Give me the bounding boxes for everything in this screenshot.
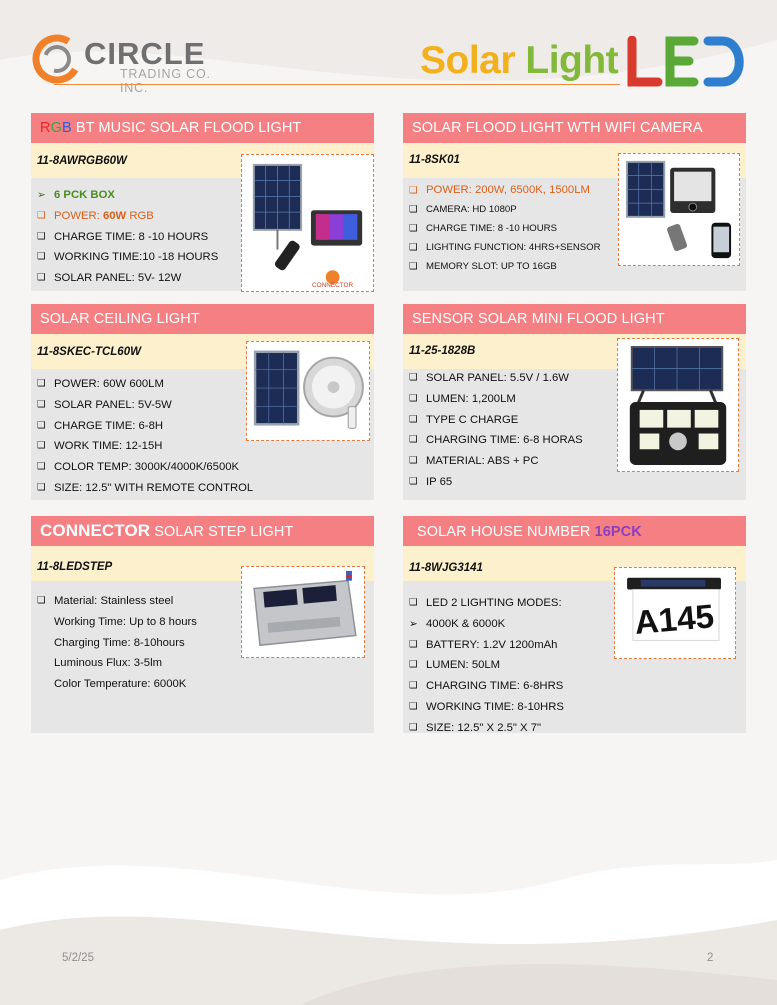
checkbox-bullet-icon: ❑ [409,434,418,446]
list-item: ❑ WORK TIME: 12-15H [37,436,374,457]
list-item: ❑ MATERIAL: ABS + PC [409,451,746,472]
list-item: ❑ WORKING TIME: 8-10HRS [409,697,746,718]
title-main: SOLAR HOUSE NUMBER [417,524,595,540]
product-code: 11-8LEDSTEP [31,546,374,581]
checkbox-bullet-icon: ❑ [409,372,418,383]
checkbox-bullet-icon: ❑ [37,272,46,284]
product-image [617,338,739,472]
list-item: ❑ IP 65 [409,472,746,493]
list-item: ❑ Material: Stainless steel [37,591,374,612]
list-item: ❑ SOLAR PANEL: 5V-5W [37,395,374,416]
arrow-bullet-icon: ➢ [37,189,46,201]
list-item: ❑ LUMEN: 1,200LM [409,389,746,410]
house-number-sign: A145 [633,598,716,642]
brand-light: Light [515,39,619,82]
list-item: ❑ TYPE C CHARGE [409,410,746,431]
checkbox-bullet-icon: ❑ [37,251,46,263]
list-item: ❑ POWER: 60W 600LM [37,374,374,395]
image-caption: CONNECTOR [312,282,354,290]
list-item: ➢ 4000K & 6000K [409,614,746,635]
product-image [241,566,365,658]
checkbox-bullet-icon: ❑ [37,419,46,431]
product-code: 11-25-1828B [403,334,746,369]
checkbox-bullet-icon: ❑ [37,461,46,473]
product-card-rgb-flood-light [31,113,374,291]
product-card-house-number [403,516,746,733]
footer-page-number: 2 [707,952,714,964]
circle-trading-logo [32,34,232,95]
product-code: 11-8SK01 [403,143,746,178]
product-card-sensor-mini-flood [403,304,746,500]
title-rest: SOLAR STEP LIGHT [150,524,294,540]
list-item: ❑ CHARGE TIME: 8 -10 HOURS [37,227,374,248]
list-item: ❑ LIGHTING FUNCTION: 4HRS+SENSOR [409,238,746,257]
list-item: Color Temperature: 6000K [54,678,187,691]
title-r: R [40,120,51,136]
checkbox-bullet-icon: ❑ [409,413,418,425]
brand-solar: Solar [420,39,516,82]
list-item: ➢ 6 PCK BOX [37,185,374,206]
product-card-step-light [31,516,374,733]
list-item: ❑ COLOR TEMP: 3000K/4000K/6500K [37,457,374,478]
checkbox-bullet-icon: ❑ [37,595,46,606]
checkbox-bullet-icon: ❑ [37,440,46,452]
product-image [614,567,736,659]
checkbox-bullet-icon: ❑ [37,398,46,410]
card-title [403,516,746,546]
product-image [246,341,370,441]
list-item: ❑ LED 2 LIGHTING MODES: [409,593,746,614]
list-item: Working Time: Up to 8 hours [54,615,197,628]
checkbox-bullet-icon: ❑ [37,378,46,389]
list-item: ❑ CAMERA: HD 1080P [409,200,746,219]
logo-subtitle: TRADING CO. INC. [120,67,211,95]
list-item: ❑ BATTERY: 1.2V 1200mAh [409,635,746,656]
checkbox-bullet-icon: ❑ [37,230,46,242]
product-image [241,154,374,292]
list-item: ❑ CHARGE TIME: 8 -10 HOURS [409,219,746,238]
circle-logo-icon [32,34,82,84]
checkbox-bullet-icon: ❑ [409,475,418,487]
list-item: ❑ CHARGE TIME: 6-8H [37,416,374,437]
list-item: ❑ POWER: 60W RGB [37,206,374,227]
title-g: G [50,120,62,136]
list-item: ❑ SIZE: 12.5" WITH REMOTE CONTROL [37,478,374,499]
checkbox-bullet-icon: ❑ [409,455,418,467]
list-item: ❑ SOLAR PANEL: 5V- 12W [37,268,374,289]
list-item: Charging Time: 8-10hours [54,636,185,649]
card-title [31,516,374,546]
card-title [31,113,374,143]
checkbox-bullet-icon: ❑ [37,481,46,493]
product-image [618,153,740,266]
list-item: ❑ CHARGING TIME: 6-8 HORAS [409,430,746,451]
list-item: ❑ WORKING TIME:10 -18 HOURS [37,247,374,268]
checkbox-bullet-icon: ❑ [409,597,418,608]
product-card-wifi-camera-light [403,113,746,291]
list-item: ❑ POWER: 200W, 6500K, 1500LM [409,181,746,200]
checkbox-bullet-icon: ❑ [409,392,418,404]
product-card-ceiling-light [31,304,374,500]
solar-light-brand [420,36,618,86]
product-code: 11-8SKEC-TCL60W [31,334,374,369]
list-item: ❑ MEMORY SLOT: UP TO 16GB [409,257,746,276]
list-item: ❑ CHARGING TIME: 6-8HRS [409,676,746,697]
checkbox-bullet-icon: ❑ [409,680,418,692]
list-item: ❑ SIZE: 12.5" X 2.5" X 7" [409,718,746,739]
title-accent: 16PCK [594,524,642,540]
checkbox-bullet-icon: ❑ [409,242,418,253]
checkbox-bullet-icon: ❑ [37,209,46,221]
card-title: SOLAR FLOOD LIGHT WTH WIFI CAMERA [403,113,746,143]
checkbox-bullet-icon: ❑ [409,261,418,272]
card-title: SOLAR CEILING LIGHT [31,304,374,334]
checkbox-bullet-icon: ❑ [409,204,418,215]
checkbox-bullet-icon: ❑ [409,185,418,196]
arrow-bullet-icon: ➢ [409,617,418,630]
checkbox-bullet-icon: ❑ [409,700,418,712]
product-code: 11-8WJG3141 [403,546,746,581]
led-logo-icon [626,36,750,88]
title-brand: CONNECTOR [40,521,151,540]
footer-date: 5/2/25 [62,952,94,964]
list-item: ❑ SOLAR PANEL: 5.5V / 1.6W [409,368,746,389]
list-item: Luminous Flux: 3-5lm [54,657,162,670]
checkbox-bullet-icon: ❑ [409,659,418,671]
checkbox-bullet-icon: ❑ [409,638,418,650]
card-title: SENSOR SOLAR MINI FLOOD LIGHT [403,304,746,334]
product-code: 11-8AWRGB60W [31,143,374,178]
checkbox-bullet-icon: ❑ [409,721,418,733]
checkbox-bullet-icon: ❑ [409,223,418,234]
title-b: B [61,120,72,136]
logo-wordmark: CIRCLE [84,36,206,71]
title-rest: BT MUSIC SOLAR FLOOD LIGHT [71,120,302,136]
list-item: ❑ LUMEN: 50LM [409,655,746,676]
